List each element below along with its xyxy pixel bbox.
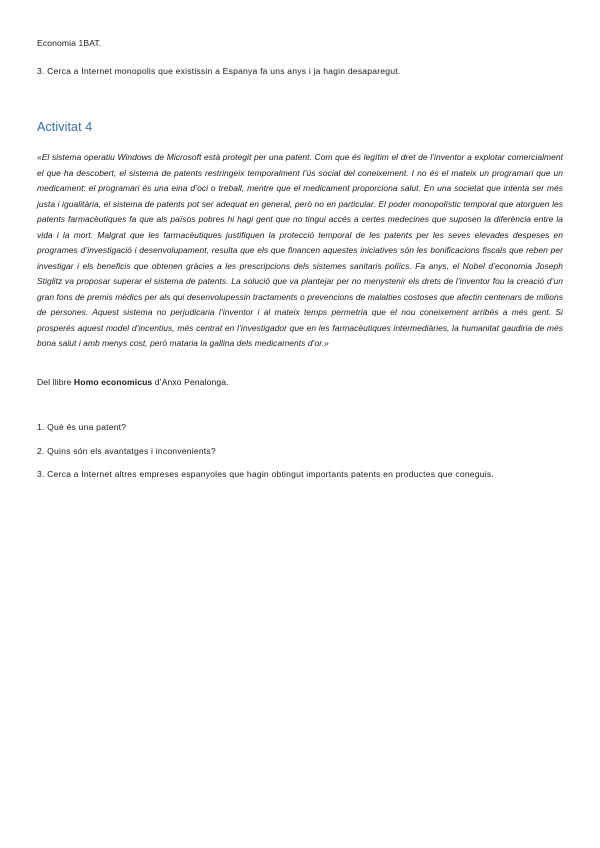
previous-activity-question: 3. Cerca a Internet monopolis que existissin a Espanya fa uns anys i ja hagin desaparegut. [37, 66, 401, 76]
question-item: 2. Quins són els avantatges i inconvenients? [37, 445, 216, 456]
question-item: 1. Què és una patent? [37, 422, 127, 432]
activity-quote: «El sistema operatiu Windows de Microsoft està protegit per una patent. Com que és legítim el dret de l’inventor a explotar comercialment el que ha descobert, el sistema de patents restringeix temporalment l’ús social del coneixement. I no és el mateix un programari que un medicament: el programari és una eina d’oci o treball, mentre que el medicament proporciona salut. En una societat que intenta ser més justa i igualitària, el sistema de patents pot ser adequat en general, però no en particular. El poder monopolístic temporal que atorguen les patents farmacèutiques fa que als països pobres hi hagi gent que no tingui accés a certes medecines que suposen la diferència entre la vida i la mort. Malgrat que les farmacèutiques justifiquen la protecció temporal de les patents per les seves elevades despeses en programes d’investigació i desenvolupament, resulta que els que financen aquestes iniciatives són les bonificacions fiscals que reben per investigar i els beneficis que obtenen gràcies a les prescripcions dels sistemes sanitaris políics. Fa anys, el Nobel d’economia Joseph Stiglitz va proposar superar el sistema de patents. La solució que va plantejar per no menystenir els drets de l’inventor fou la creació d’un gran fons de premis mèdics per als qui desenvolupessin tractaments o prevencions de malalties costoses que afectin centenars de milions de persones. Aquest sistema no perjudicaria l’inventor i al mateix temps permetria que el nou coneixement arribés a més gent. Si prosperés aquest model d’incentius, més centrat en l’investigador que en les farmacèutiques intermediàries, la humanitat gaudiria de més bona salut i amb menys cost, però mataria la gallina dels medicaments d’or.» [37, 152, 563, 348]
source-prefix: Del llibre [37, 377, 74, 387]
activity-title: Activitat 4 [37, 120, 93, 134]
source-suffix: d’Anxo Penalonga. [152, 377, 229, 387]
course-header: Economia 1BAT. [37, 38, 102, 48]
quote-source [37, 377, 229, 387]
question-item: 3. Cerca a Internet altres empreses espanyoles que hagin obtingut importants patents en productes que coneguis. [37, 469, 494, 479]
source-book-title: Homo economicus [73, 377, 153, 387]
question-list [37, 422, 494, 493]
